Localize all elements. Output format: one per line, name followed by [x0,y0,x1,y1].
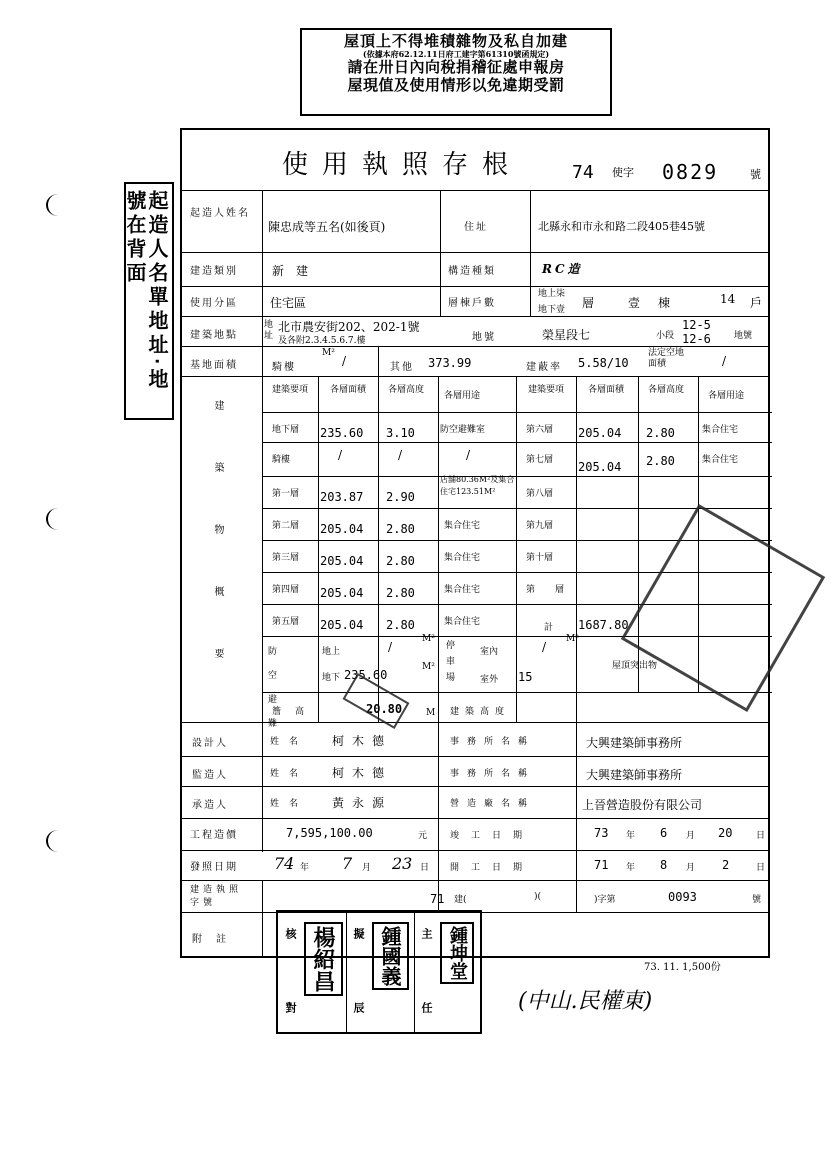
rule [182,786,768,787]
other-value: 373.99 [428,356,472,370]
rule [414,912,415,1032]
issue-month: 7 [342,854,353,873]
floor-area: / [338,448,343,462]
issue-day: 23 [392,854,413,873]
base-area-label: 基地面積 [190,360,238,371]
notice-line-4: 屋現值及使用情形以免違期受罰 [347,75,565,94]
shelter-label: 防空避難 [268,647,278,729]
shelter-above-label: 地上 [322,647,341,657]
seal-role: 核 [284,928,297,939]
building-class-value: 新建 [272,264,321,278]
contractor-firm-label: 營造廠名稱 [450,799,536,809]
structure-label: 構造種類 [448,266,496,277]
porch-unit: M² [322,348,335,358]
overview-header: 建築要項 [271,385,308,395]
notice-line-2: (依據本府62.12.11日府工建字第61310號函規定) [362,49,550,60]
seal-role: 對 [284,1002,297,1013]
rule [516,376,517,722]
floor-area: 203.87 [320,490,364,504]
floor-height: 2.80 [646,454,675,468]
rule [262,722,263,852]
units-count: 14 [720,292,736,306]
floor-item: 第四層 [272,585,300,595]
issue-month-word: 月 [362,863,372,873]
side-note: 起造人名單地址‧地號在背面 [124,182,174,420]
completion-day: 20 [718,826,733,840]
floor-use: 集合住宅 [444,521,481,531]
rule [182,376,768,377]
shelter-above-value: / [388,640,393,654]
issue-day-word: 日 [420,863,430,873]
floor-area: 205.04 [320,554,364,568]
permit-suffix: 號 [750,168,761,181]
print-count: 73. 11. 1,500份 [644,962,721,973]
rule [182,880,768,881]
eave-height-label: 簷高 [272,707,319,717]
rule [440,190,441,316]
handwritten-note: (中山.民權東) [518,989,653,1014]
rule [182,756,768,757]
construction-permit-suffix: 號 [752,895,762,905]
porch-label: 騎樓 [272,362,296,373]
floor-item: 騎樓 [272,455,291,465]
designer-role: 設計人 [192,738,228,749]
rule [438,722,439,912]
floor-item: 第八層 [526,489,554,499]
lot-section: 榮星段七 [542,328,591,342]
designer-office-label: 事務所名稱 [450,737,536,747]
supervisor-role: 監造人 [192,770,228,781]
permit-number: 0829 [662,160,719,184]
floor-area: 205.04 [320,522,364,536]
cost-unit: 元 [418,831,428,841]
coverage-label: 建蔽率 [526,362,562,373]
rule [182,850,768,851]
building-class-label: 建造類別 [190,266,238,277]
floor-item: 第五層 [272,617,300,627]
parking-out-label: 室外 [480,675,499,685]
construction-permit-label: 建造執照字號 [190,885,243,908]
supervisor-name: 柯木德 [332,766,393,780]
buildings-count: 壹 [628,296,641,310]
construction-permit-text-1: 建( [454,895,467,905]
floor-item: 第層 [526,585,585,595]
construction-permit-text-2: )( [534,892,542,902]
contractor-firm: 上晉營造股份有限公司 [582,798,703,812]
start-day: 2 [722,858,730,872]
designer-name-label: 姓名 [270,737,309,747]
rule [262,476,772,477]
floor-item: 第九層 [526,521,554,531]
binder-hole [46,508,70,530]
parking-out-value: 15 [518,670,533,684]
floor-height: 2.80 [646,426,675,440]
overview-header: 各層面積 [329,385,366,395]
floor-use: 集合住宅 [702,455,739,465]
floors-word: 層 [582,296,595,310]
parking-unit: M² [566,634,579,644]
units-word: 戶 [750,296,763,310]
form-title-bar [182,130,768,191]
floor-area: 205.04 [578,460,622,474]
open-space-label: 法定空地面積 [648,348,685,369]
cost-label: 工程造價 [190,830,238,841]
floor-height: 2.80 [386,554,415,568]
floor-use: 集合住宅 [444,617,481,627]
seal-name: 鍾坤堂 [440,922,474,984]
floor-item: 地下層 [272,425,300,435]
floor-area: 205.04 [320,618,364,632]
overview-header: 各層高度 [647,385,684,395]
supervisor-office-label: 事務所名稱 [450,769,536,779]
seal-name: 鍾國義 [372,922,409,990]
rule [530,190,531,316]
issue-date-label: 發照日期 [190,862,238,873]
eave-height-unit: M [426,708,436,718]
rule [182,346,768,347]
floor-height: 2.80 [386,618,415,632]
usage-permit-form [180,128,770,958]
building-height-label: 建築高度 [450,707,511,717]
seal-role: 任 [420,1002,433,1013]
overview-header: 各層面積 [587,385,624,395]
completion-month: 6 [660,826,668,840]
rule [576,722,577,912]
floor-area: 205.04 [578,426,622,440]
floor-height: 3.10 [386,426,415,440]
applicant-value: 陳忠成等五名(如後頁) [268,220,386,234]
signature-seals [276,910,482,1034]
permit-prefix: 使字 [612,166,634,179]
rule [318,376,319,722]
rule [182,818,768,819]
floor-use: 集合住宅 [444,553,481,563]
shelter-below-value: 235.60 [344,668,388,682]
start-date-label: 開工日期 [450,863,535,873]
shelter-below-label: 地下 [322,673,341,683]
overview-label: 建築物概要 [212,400,223,710]
seal-role: 主 [420,928,433,939]
structure-value: RC造 [542,262,583,276]
cost-value: 7,595,100.00 [286,826,373,840]
floor-use: 防空避難室 [440,425,486,435]
overview-header: 各層用途 [708,391,745,401]
floor-use: / [466,448,471,462]
start-year-word: 年 [626,863,636,873]
floor-use: 集合住宅 [702,425,739,435]
applicant-label: 起造人姓名 [190,208,250,219]
eave-height-value: 20.80 [366,702,403,716]
rule [182,252,768,253]
buildings-word: 棟 [658,296,671,310]
floor-area: 235.60 [320,426,364,440]
porch-value: / [342,354,347,368]
floor-item: 計 [544,623,554,633]
floor-item: 第十層 [526,553,554,563]
floor-use: 集合住宅 [444,585,481,595]
binder-hole [46,830,70,852]
floor-height: / [398,448,403,462]
usage-zone-label: 使用分區 [190,298,238,309]
floors-above: 地上柒 [538,289,566,299]
rule [182,286,768,287]
floors-below: 地下壹 [538,305,566,315]
rule [346,912,347,1032]
construction-permit-number: 0093 [668,890,697,904]
completion-day-word: 日 [756,831,766,841]
permit-year: 74 [572,162,594,183]
address-label: 住址 [464,222,488,233]
open-space-value: / [722,354,727,368]
lot-sub: 小段 [656,331,675,341]
floor-item: 第一層 [272,489,300,499]
completion-month-word: 月 [686,831,696,841]
contractor-name: 黃永源 [332,796,393,810]
rule [438,376,439,722]
issue-year-word: 年 [300,863,310,873]
floor-height: 2.80 [386,522,415,536]
construction-permit-text-3: )字第 [594,895,616,905]
usage-zone-value: 住宅區 [270,296,307,310]
overview-header: 各層高度 [387,385,424,395]
overview-header: 各層用途 [444,391,481,401]
binder-hole [46,194,70,216]
designer-name: 柯木德 [332,734,393,748]
rule [182,316,768,317]
roof-projection-label: 屋頂突出物 [612,661,658,671]
rule [262,692,772,693]
lot-suffix: 地號 [734,331,753,341]
address-value: 北縣永和市永和路二段405巷45號 [538,220,705,233]
floor-item: 第六層 [526,425,554,435]
floor-height: 2.90 [386,490,415,504]
overview-header: 建築要項 [527,385,564,395]
floor-item: 第二層 [272,521,300,531]
notice-stamp [300,28,612,116]
seal-role: 辰 [352,1002,365,1013]
construction-permit-year: 71 [430,892,445,906]
coverage-value: 5.58/10 [578,356,629,370]
parking-in-value: / [542,640,547,654]
start-day-word: 日 [756,863,766,873]
seal-name: 楊紹昌 [304,922,343,996]
supervisor-office: 大興建築師事務所 [586,768,683,782]
site-line-1: 北市農安街202、202-1號 [278,320,420,334]
lot-label: 地號 [472,332,496,343]
rule [576,376,577,722]
notice-line-1: 屋頂上不得堆積雜物及私自加建 [343,32,568,50]
parking-label: 停車場 [446,641,456,683]
rule [262,442,772,443]
shelter-above-unit: M² [422,634,435,644]
approval-stamp [621,504,825,712]
site-prefix: 地址 [264,320,274,341]
start-month: 8 [660,858,668,872]
form-title: 使用執照存根 [282,150,523,180]
floors-label: 層棟戶數 [448,298,496,309]
seal-role: 擬 [352,928,365,939]
start-year: 71 [594,858,609,872]
lot-number-2: 12-6 [682,332,711,346]
completion-year-word: 年 [626,831,636,841]
contractor-name-label: 姓名 [270,799,309,809]
parking-in-label: 室內 [480,647,499,657]
site-label: 建築地點 [190,330,238,341]
start-month-word: 月 [686,863,696,873]
rule [378,346,379,722]
rule [262,880,263,958]
rule [262,412,772,413]
lot-number-1: 12-5 [682,318,711,332]
contractor-role: 承造人 [192,800,228,811]
floor-use: 店舖80.36M²及集合住宅123.51M² [440,475,515,496]
floor-area: 205.04 [320,586,364,600]
completion-label: 竣工日期 [450,831,535,841]
other-label: 其他 [390,362,414,373]
notice-line-3: 請在卅日內向稅捐稽征處申報房 [347,58,565,77]
designer-office: 大興建築師事務所 [586,736,683,750]
floor-total-area: 1687.80 [578,618,629,632]
issue-year: 74 [274,854,295,873]
supervisor-name-label: 姓名 [270,769,309,779]
floor-item: 第三層 [272,553,300,563]
floor-height: 2.80 [386,586,415,600]
floor-item: 第七層 [526,455,554,465]
completion-year: 73 [594,826,609,840]
shelter-below-unit: M² [422,662,435,672]
site-line-2: 及各附2.3.4.5.6.7.樓 [278,336,366,346]
note-label: 附註 [192,934,240,945]
